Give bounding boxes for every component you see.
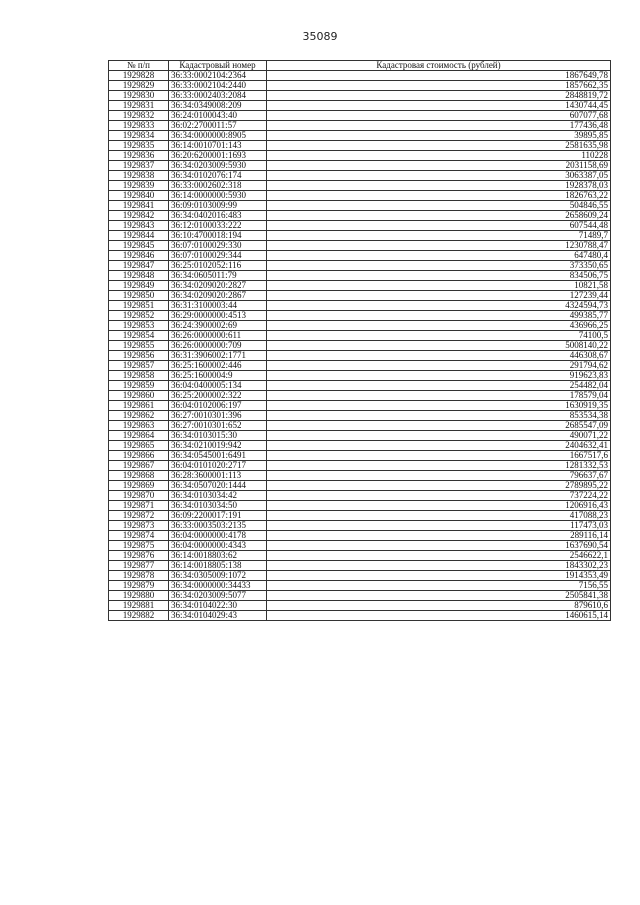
table-row xyxy=(109,251,611,261)
cadastral-value: 1230788,47 xyxy=(267,241,611,251)
table-row xyxy=(109,241,611,251)
cadastral-value: 4324594,73 xyxy=(267,301,611,311)
row-index: 1929835 xyxy=(109,141,169,151)
cadastral-number: 36:24:3900002:69 xyxy=(169,321,267,331)
cadastral-number: 36:31:3100003:44 xyxy=(169,301,267,311)
row-index: 1929877 xyxy=(109,561,169,571)
row-index: 1929853 xyxy=(109,321,169,331)
row-index: 1929840 xyxy=(109,191,169,201)
cadastral-value: 2404632,41 xyxy=(267,441,611,451)
row-index: 1929836 xyxy=(109,151,169,161)
cadastral-number: 36:14:0018805:138 xyxy=(169,561,267,571)
cadastral-number: 36:14:0018803:62 xyxy=(169,551,267,561)
cadastral-number: 36:33:0002104:2440 xyxy=(169,81,267,91)
table-row xyxy=(109,411,611,421)
row-index: 1929880 xyxy=(109,591,169,601)
cadastral-number: 36:34:0203009:5930 xyxy=(169,161,267,171)
table-row xyxy=(109,581,611,591)
table-row xyxy=(109,91,611,101)
table-row xyxy=(109,421,611,431)
cadastral-value: 607077,68 xyxy=(267,111,611,121)
table-row xyxy=(109,281,611,291)
table-row xyxy=(109,361,611,371)
cadastral-number: 36:31:3906002:1771 xyxy=(169,351,267,361)
table-row xyxy=(109,441,611,451)
row-index: 1929873 xyxy=(109,521,169,531)
row-index: 1929851 xyxy=(109,301,169,311)
table-row xyxy=(109,511,611,521)
cadastral-number: 36:34:0349008:209 xyxy=(169,101,267,111)
table-row xyxy=(109,131,611,141)
cadastral-value: 1667517,6 xyxy=(267,451,611,461)
cadastral-number: 36:34:0402016:483 xyxy=(169,211,267,221)
table-row xyxy=(109,401,611,411)
cadastral-value: 1630919,35 xyxy=(267,401,611,411)
header-cadastral-number: Кадастровый номер xyxy=(169,61,267,71)
row-index: 1929841 xyxy=(109,201,169,211)
cadastral-number: 36:07:0100029:330 xyxy=(169,241,267,251)
row-index: 1929831 xyxy=(109,101,169,111)
table-row xyxy=(109,331,611,341)
cadastral-number: 36:26:0000000:709 xyxy=(169,341,267,351)
row-index: 1929863 xyxy=(109,421,169,431)
cadastral-value: 373350,65 xyxy=(267,261,611,271)
cadastral-number: 36:09:2200017:191 xyxy=(169,511,267,521)
row-index: 1929869 xyxy=(109,481,169,491)
table-row xyxy=(109,541,611,551)
row-index: 1929857 xyxy=(109,361,169,371)
cadastral-number: 36:34:0210019:942 xyxy=(169,441,267,451)
table-row xyxy=(109,501,611,511)
cadastral-value: 117473,03 xyxy=(267,521,611,531)
row-index: 1929874 xyxy=(109,531,169,541)
cadastral-value-table xyxy=(108,60,611,621)
table-row xyxy=(109,521,611,531)
table-row xyxy=(109,351,611,361)
row-index: 1929854 xyxy=(109,331,169,341)
cadastral-value: 1928378,03 xyxy=(267,181,611,191)
cadastral-value: 3063387,05 xyxy=(267,171,611,181)
table-row xyxy=(109,171,611,181)
cadastral-number: 36:34:0104022:30 xyxy=(169,601,267,611)
table-row xyxy=(109,301,611,311)
cadastral-number: 36:14:0000000:5930 xyxy=(169,191,267,201)
row-index: 1929833 xyxy=(109,121,169,131)
cadastral-value: 2031158,69 xyxy=(267,161,611,171)
row-index: 1929839 xyxy=(109,181,169,191)
cadastral-value: 2581635,98 xyxy=(267,141,611,151)
cadastral-number: 36:34:0000000:8905 xyxy=(169,131,267,141)
cadastral-number: 36:34:0000000:34433 xyxy=(169,581,267,591)
row-index: 1929838 xyxy=(109,171,169,181)
cadastral-value: 879610,6 xyxy=(267,601,611,611)
table-row xyxy=(109,481,611,491)
cadastral-number: 36:33:0003503:2135 xyxy=(169,521,267,531)
cadastral-value: 110228 xyxy=(267,151,611,161)
cadastral-value: 289116,14 xyxy=(267,531,611,541)
table-body xyxy=(109,71,611,621)
row-index: 1929867 xyxy=(109,461,169,471)
cadastral-value: 504846,55 xyxy=(267,201,611,211)
table-row xyxy=(109,391,611,401)
cadastral-value: 834506,75 xyxy=(267,271,611,281)
table-row xyxy=(109,81,611,91)
table-row xyxy=(109,211,611,221)
cadastral-number: 36:25:0102052:116 xyxy=(169,261,267,271)
row-index: 1929858 xyxy=(109,371,169,381)
cadastral-number: 36:09:0103009:99 xyxy=(169,201,267,211)
cadastral-number: 36:07:0100029:344 xyxy=(169,251,267,261)
table-row xyxy=(109,341,611,351)
row-index: 1929846 xyxy=(109,251,169,261)
table-row xyxy=(109,311,611,321)
table-row xyxy=(109,601,611,611)
cadastral-value: 177436,48 xyxy=(267,121,611,131)
row-index: 1929882 xyxy=(109,611,169,621)
table-row xyxy=(109,491,611,501)
row-index: 1929829 xyxy=(109,81,169,91)
row-index: 1929870 xyxy=(109,491,169,501)
row-index: 1929850 xyxy=(109,291,169,301)
cadastral-value: 71489,7 xyxy=(267,231,611,241)
table-row xyxy=(109,431,611,441)
table-row xyxy=(109,561,611,571)
cadastral-value: 254482,04 xyxy=(267,381,611,391)
cadastral-value: 2505841,38 xyxy=(267,591,611,601)
cadastral-number: 36:02:2700011:57 xyxy=(169,121,267,131)
page-number: 35089 xyxy=(302,30,338,43)
cadastral-number: 36:34:0605011:79 xyxy=(169,271,267,281)
row-index: 1929852 xyxy=(109,311,169,321)
cadastral-number: 36:24:0100043:40 xyxy=(169,111,267,121)
table-row xyxy=(109,571,611,581)
cadastral-value: 1206916,43 xyxy=(267,501,611,511)
table-row xyxy=(109,371,611,381)
cadastral-value: 291794,62 xyxy=(267,361,611,371)
cadastral-number: 36:27:0010301:396 xyxy=(169,411,267,421)
cadastral-value: 446308,67 xyxy=(267,351,611,361)
row-index: 1929872 xyxy=(109,511,169,521)
cadastral-value: 2789895,22 xyxy=(267,481,611,491)
cadastral-value: 2848819,72 xyxy=(267,91,611,101)
cadastral-number: 36:34:0209020:2867 xyxy=(169,291,267,301)
cadastral-number: 36:25:2000002:322 xyxy=(169,391,267,401)
cadastral-number: 36:34:0545001:6491 xyxy=(169,451,267,461)
table-row xyxy=(109,231,611,241)
table-header xyxy=(109,61,611,71)
table-row xyxy=(109,611,611,621)
cadastral-value: 436966,25 xyxy=(267,321,611,331)
cadastral-number: 36:34:0103034:42 xyxy=(169,491,267,501)
cadastral-value: 10821,58 xyxy=(267,281,611,291)
cadastral-number: 36:27:0010301:652 xyxy=(169,421,267,431)
cadastral-number: 36:29:0000000:4513 xyxy=(169,311,267,321)
cadastral-number: 36:10:4700018:194 xyxy=(169,231,267,241)
table-row xyxy=(109,191,611,201)
cadastral-number: 36:14:0010701:143 xyxy=(169,141,267,151)
table-row xyxy=(109,261,611,271)
cadastral-value: 853534,38 xyxy=(267,411,611,421)
cadastral-number: 36:34:0104029:43 xyxy=(169,611,267,621)
cadastral-number: 36:28:3600001:113 xyxy=(169,471,267,481)
table-row xyxy=(109,381,611,391)
cadastral-value: 1857662,35 xyxy=(267,81,611,91)
cadastral-number: 36:34:0209020:2827 xyxy=(169,281,267,291)
row-index: 1929837 xyxy=(109,161,169,171)
cadastral-value: 737224,22 xyxy=(267,491,611,501)
cadastral-value: 5008140,22 xyxy=(267,341,611,351)
row-index: 1929875 xyxy=(109,541,169,551)
row-index: 1929856 xyxy=(109,351,169,361)
cadastral-value: 490071,22 xyxy=(267,431,611,441)
row-index: 1929855 xyxy=(109,341,169,351)
table-row xyxy=(109,111,611,121)
cadastral-number: 36:26:0000000:611 xyxy=(169,331,267,341)
cadastral-number: 36:25:1600004:9 xyxy=(169,371,267,381)
cadastral-value: 1914353,49 xyxy=(267,571,611,581)
row-index: 1929847 xyxy=(109,261,169,271)
row-index: 1929844 xyxy=(109,231,169,241)
cadastral-value: 2546622,1 xyxy=(267,551,611,561)
cadastral-value: 2685547,09 xyxy=(267,421,611,431)
cadastral-value: 1843302,23 xyxy=(267,561,611,571)
header-row xyxy=(109,61,611,71)
table-row xyxy=(109,121,611,131)
row-index: 1929843 xyxy=(109,221,169,231)
row-index: 1929859 xyxy=(109,381,169,391)
cadastral-number: 36:04:0000000:4343 xyxy=(169,541,267,551)
row-index: 1929849 xyxy=(109,281,169,291)
row-index: 1929879 xyxy=(109,581,169,591)
table-row xyxy=(109,461,611,471)
cadastral-number: 36:33:0002602:318 xyxy=(169,181,267,191)
cadastral-value: 1430744,45 xyxy=(267,101,611,111)
table-row xyxy=(109,271,611,281)
cadastral-value: 2658609,24 xyxy=(267,211,611,221)
row-index: 1929865 xyxy=(109,441,169,451)
cadastral-value: 919623,83 xyxy=(267,371,611,381)
table-row xyxy=(109,451,611,461)
table-row xyxy=(109,181,611,191)
cadastral-value: 1460615,14 xyxy=(267,611,611,621)
table-row xyxy=(109,201,611,211)
cadastral-number: 36:34:0103015:30 xyxy=(169,431,267,441)
row-index: 1929832 xyxy=(109,111,169,121)
cadastral-value: 1867649,78 xyxy=(267,71,611,81)
cadastral-number: 36:12:0100033:222 xyxy=(169,221,267,231)
header-index: № п/п xyxy=(109,61,169,71)
table-row xyxy=(109,221,611,231)
table-row xyxy=(109,551,611,561)
row-index: 1929845 xyxy=(109,241,169,251)
cadastral-number: 36:33:0002104:2364 xyxy=(169,71,267,81)
cadastral-number: 36:34:0103034:50 xyxy=(169,501,267,511)
cadastral-number: 36:34:0102076:174 xyxy=(169,171,267,181)
row-index: 1929864 xyxy=(109,431,169,441)
row-index: 1929868 xyxy=(109,471,169,481)
row-index: 1929848 xyxy=(109,271,169,281)
row-index: 1929876 xyxy=(109,551,169,561)
cadastral-number: 36:34:0203009:5077 xyxy=(169,591,267,601)
cadastral-number: 36:04:0101020:2717 xyxy=(169,461,267,471)
cadastral-value: 1281332,53 xyxy=(267,461,611,471)
cadastral-value: 796637,67 xyxy=(267,471,611,481)
table-row xyxy=(109,71,611,81)
table-row xyxy=(109,161,611,171)
cadastral-value: 7156,55 xyxy=(267,581,611,591)
cadastral-number: 36:25:1600002:446 xyxy=(169,361,267,371)
cadastral-value: 1637690,54 xyxy=(267,541,611,551)
table-row xyxy=(109,531,611,541)
row-index: 1929860 xyxy=(109,391,169,401)
cadastral-number: 36:04:0102006:197 xyxy=(169,401,267,411)
cadastral-number: 36:20:6200001:1693 xyxy=(169,151,267,161)
cadastral-value: 74100,5 xyxy=(267,331,611,341)
cadastral-value: 607544,48 xyxy=(267,221,611,231)
header-cadastral-value: Кадастровая стоимость (рублей) xyxy=(267,61,611,71)
cadastral-value: 417088,23 xyxy=(267,511,611,521)
table-row xyxy=(109,471,611,481)
row-index: 1929878 xyxy=(109,571,169,581)
table-row xyxy=(109,151,611,161)
cadastral-value: 39895,85 xyxy=(267,131,611,141)
cadastral-value: 499385,77 xyxy=(267,311,611,321)
cadastral-number: 36:34:0507020:1444 xyxy=(169,481,267,491)
cadastral-value: 1826763,22 xyxy=(267,191,611,201)
row-index: 1929862 xyxy=(109,411,169,421)
table-row xyxy=(109,141,611,151)
row-index: 1929866 xyxy=(109,451,169,461)
cadastral-value: 127239,44 xyxy=(267,291,611,301)
cadastral-number: 36:04:0400005:134 xyxy=(169,381,267,391)
table-row xyxy=(109,101,611,111)
cadastral-value: 647480,4 xyxy=(267,251,611,261)
table-row xyxy=(109,291,611,301)
row-index: 1929834 xyxy=(109,131,169,141)
row-index: 1929830 xyxy=(109,91,169,101)
row-index: 1929842 xyxy=(109,211,169,221)
row-index: 1929861 xyxy=(109,401,169,411)
cadastral-number: 36:33:0002403:2084 xyxy=(169,91,267,101)
table-row xyxy=(109,321,611,331)
row-index: 1929881 xyxy=(109,601,169,611)
cadastral-value: 178579,04 xyxy=(267,391,611,401)
row-index: 1929871 xyxy=(109,501,169,511)
cadastral-number: 36:34:0305009:1072 xyxy=(169,571,267,581)
row-index: 1929828 xyxy=(109,71,169,81)
cadastral-number: 36:04:0000000:4178 xyxy=(169,531,267,541)
table-row xyxy=(109,591,611,601)
